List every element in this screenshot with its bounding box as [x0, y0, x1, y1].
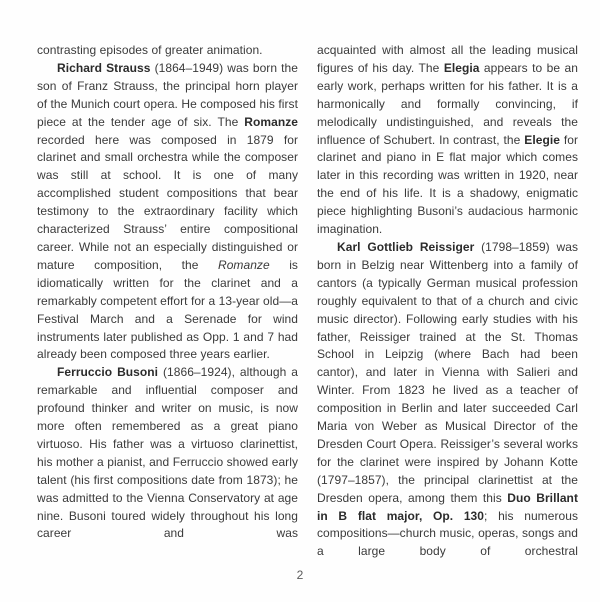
- body-text: (1798–1859) was born in Belzig near Wittenberg into a family of cantors (a typically German musical profession roughly equivalent to that of a church and civic music director). Following early studies with his father, Reissiger trained at the St. Thomas School in Leipzig (where Bach had been cantor), and later in Vienna with Salieri and Winter. From 1823 he lived as a teacher of composition in Berlin and later succeeded Carl Maria von Weber as Musical Director of the Dresden Court Opera. Reissiger’s several works for the clarinet were inspired by Johann Kotte (1797–1857), the principal clarinettist at the Dresden opera, among them this: [317, 239, 578, 505]
- bold-text: Elegie: [524, 132, 560, 147]
- body-text: for clarinet and piano in E flat major which comes later in this recording was written in 1920, near the end of his life. It is a shadowy, enigmatic piece highlighting Busoni’s audacious harmonic imagination.: [317, 132, 578, 237]
- paragraph: [37, 42, 298, 60]
- body-text: ; his numerous compositions—church music, operas, songs and a large body of orchestral: [317, 508, 578, 559]
- italic-text: Romanze: [217, 257, 270, 272]
- bold-text: Karl Gottlieb Reissiger: [337, 239, 475, 254]
- right-column: [317, 42, 578, 561]
- body-text: contrasting episodes of greater animation.: [37, 43, 263, 57]
- left-column: [37, 42, 298, 561]
- body-text: appears to be an early work, perhaps written for his father. It is a harmonically and formally convincing, if melodically undistinguished, and reveals the influence of Schubert. In contrast, the: [317, 60, 578, 147]
- page-footer: [0, 568, 600, 582]
- body-text: acquainted with almost all the leading musical figures of his day. The: [317, 43, 578, 75]
- bold-text: Romanze: [244, 114, 298, 129]
- body-text: recorded here was composed in 1879 for clarinet and small orchestra while the composer was still at school. It is one of many accomplished student compositions that bear testimony to the extraordinary facility which characterized Strauss’ entire compositional career. While not an especially distinguished or mature composition, the: [37, 132, 298, 272]
- body-text: (1864–1949) was born the son of Franz Strauss, the principal horn player of the Munich court opera. He composed his first piece at the tender age of six. The: [37, 60, 298, 129]
- paragraph: [317, 239, 578, 561]
- bold-text: Elegia: [443, 60, 480, 75]
- paragraph: [37, 60, 298, 364]
- bold-text: Ferruccio Busoni: [57, 365, 159, 380]
- text-columns: [37, 42, 578, 561]
- bold-text: Richard Strauss: [57, 60, 151, 75]
- body-text: is idiomatically written for the clarinet and a remarkably competent effort for a 13-year old—a Festival March and a Serenade for wind instruments later published as Opp. 1 and 7 had already been composed three years earlier.: [37, 257, 298, 362]
- paragraph: [317, 42, 578, 239]
- paragraph: [37, 364, 298, 543]
- bold-text: Duo Brillant in B flat major, Op. 130: [317, 490, 578, 523]
- body-text: (1866–1924), although a remarkable and influential composer and profound thinker and writer on music, is now more often remembered as a great piano virtuoso. His father was a virtuoso clarinettist, his mother a pianist, and Ferruccio showed early talent (his first compositions date from 1873); he was admitted to the Vienna Conservatory at age nine. Busoni toured widely throughout his long career and was: [37, 365, 299, 541]
- page-number: 2: [296, 568, 304, 582]
